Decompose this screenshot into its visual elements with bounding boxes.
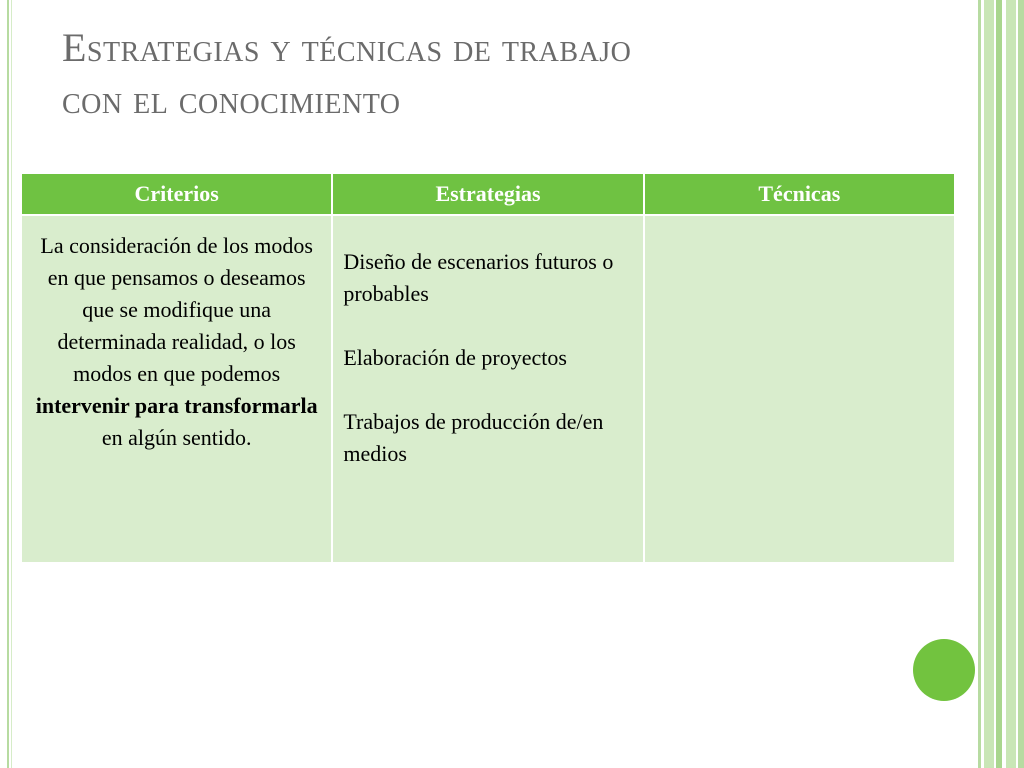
title-line-1: Estrategias y técnicas de trabajo <box>62 25 632 70</box>
cell-estrategias <box>332 215 643 563</box>
left-border-line <box>7 0 9 768</box>
left-border-line-thin <box>11 0 12 768</box>
decorative-green-circle <box>913 639 975 701</box>
page-title <box>62 22 942 126</box>
cell-criterios <box>21 215 332 563</box>
criterios-text-end: en algún sentido. <box>101 425 252 450</box>
right-stripe <box>996 0 1002 768</box>
title-line-2: con el conocimiento <box>62 77 401 122</box>
table-header-row <box>21 173 955 215</box>
header-tecnicas: Técnicas <box>644 173 955 215</box>
strategy-item: Elaboración de proyectos <box>343 345 567 370</box>
header-criterios: Criterios <box>21 173 332 215</box>
right-stripe <box>1006 0 1016 768</box>
header-estrategias: Estrategias <box>332 173 643 215</box>
criterios-bold-text: intervenir para transformarla <box>35 393 318 418</box>
right-stripe <box>984 0 994 768</box>
strategy-item: Diseño de escenarios futuros o probables <box>343 249 614 306</box>
table-row <box>21 215 955 563</box>
right-stripe <box>978 0 981 768</box>
strategy-item: Trabajos de producción de/en medios <box>343 409 604 466</box>
cell-tecnicas <box>644 215 955 563</box>
content-table <box>20 172 956 564</box>
right-stripe <box>1018 0 1024 768</box>
criterios-text: La consideración de los modos en que pensamos o deseamos que se modifique una determinada realidad, o los modos en que podemos <box>40 233 313 386</box>
